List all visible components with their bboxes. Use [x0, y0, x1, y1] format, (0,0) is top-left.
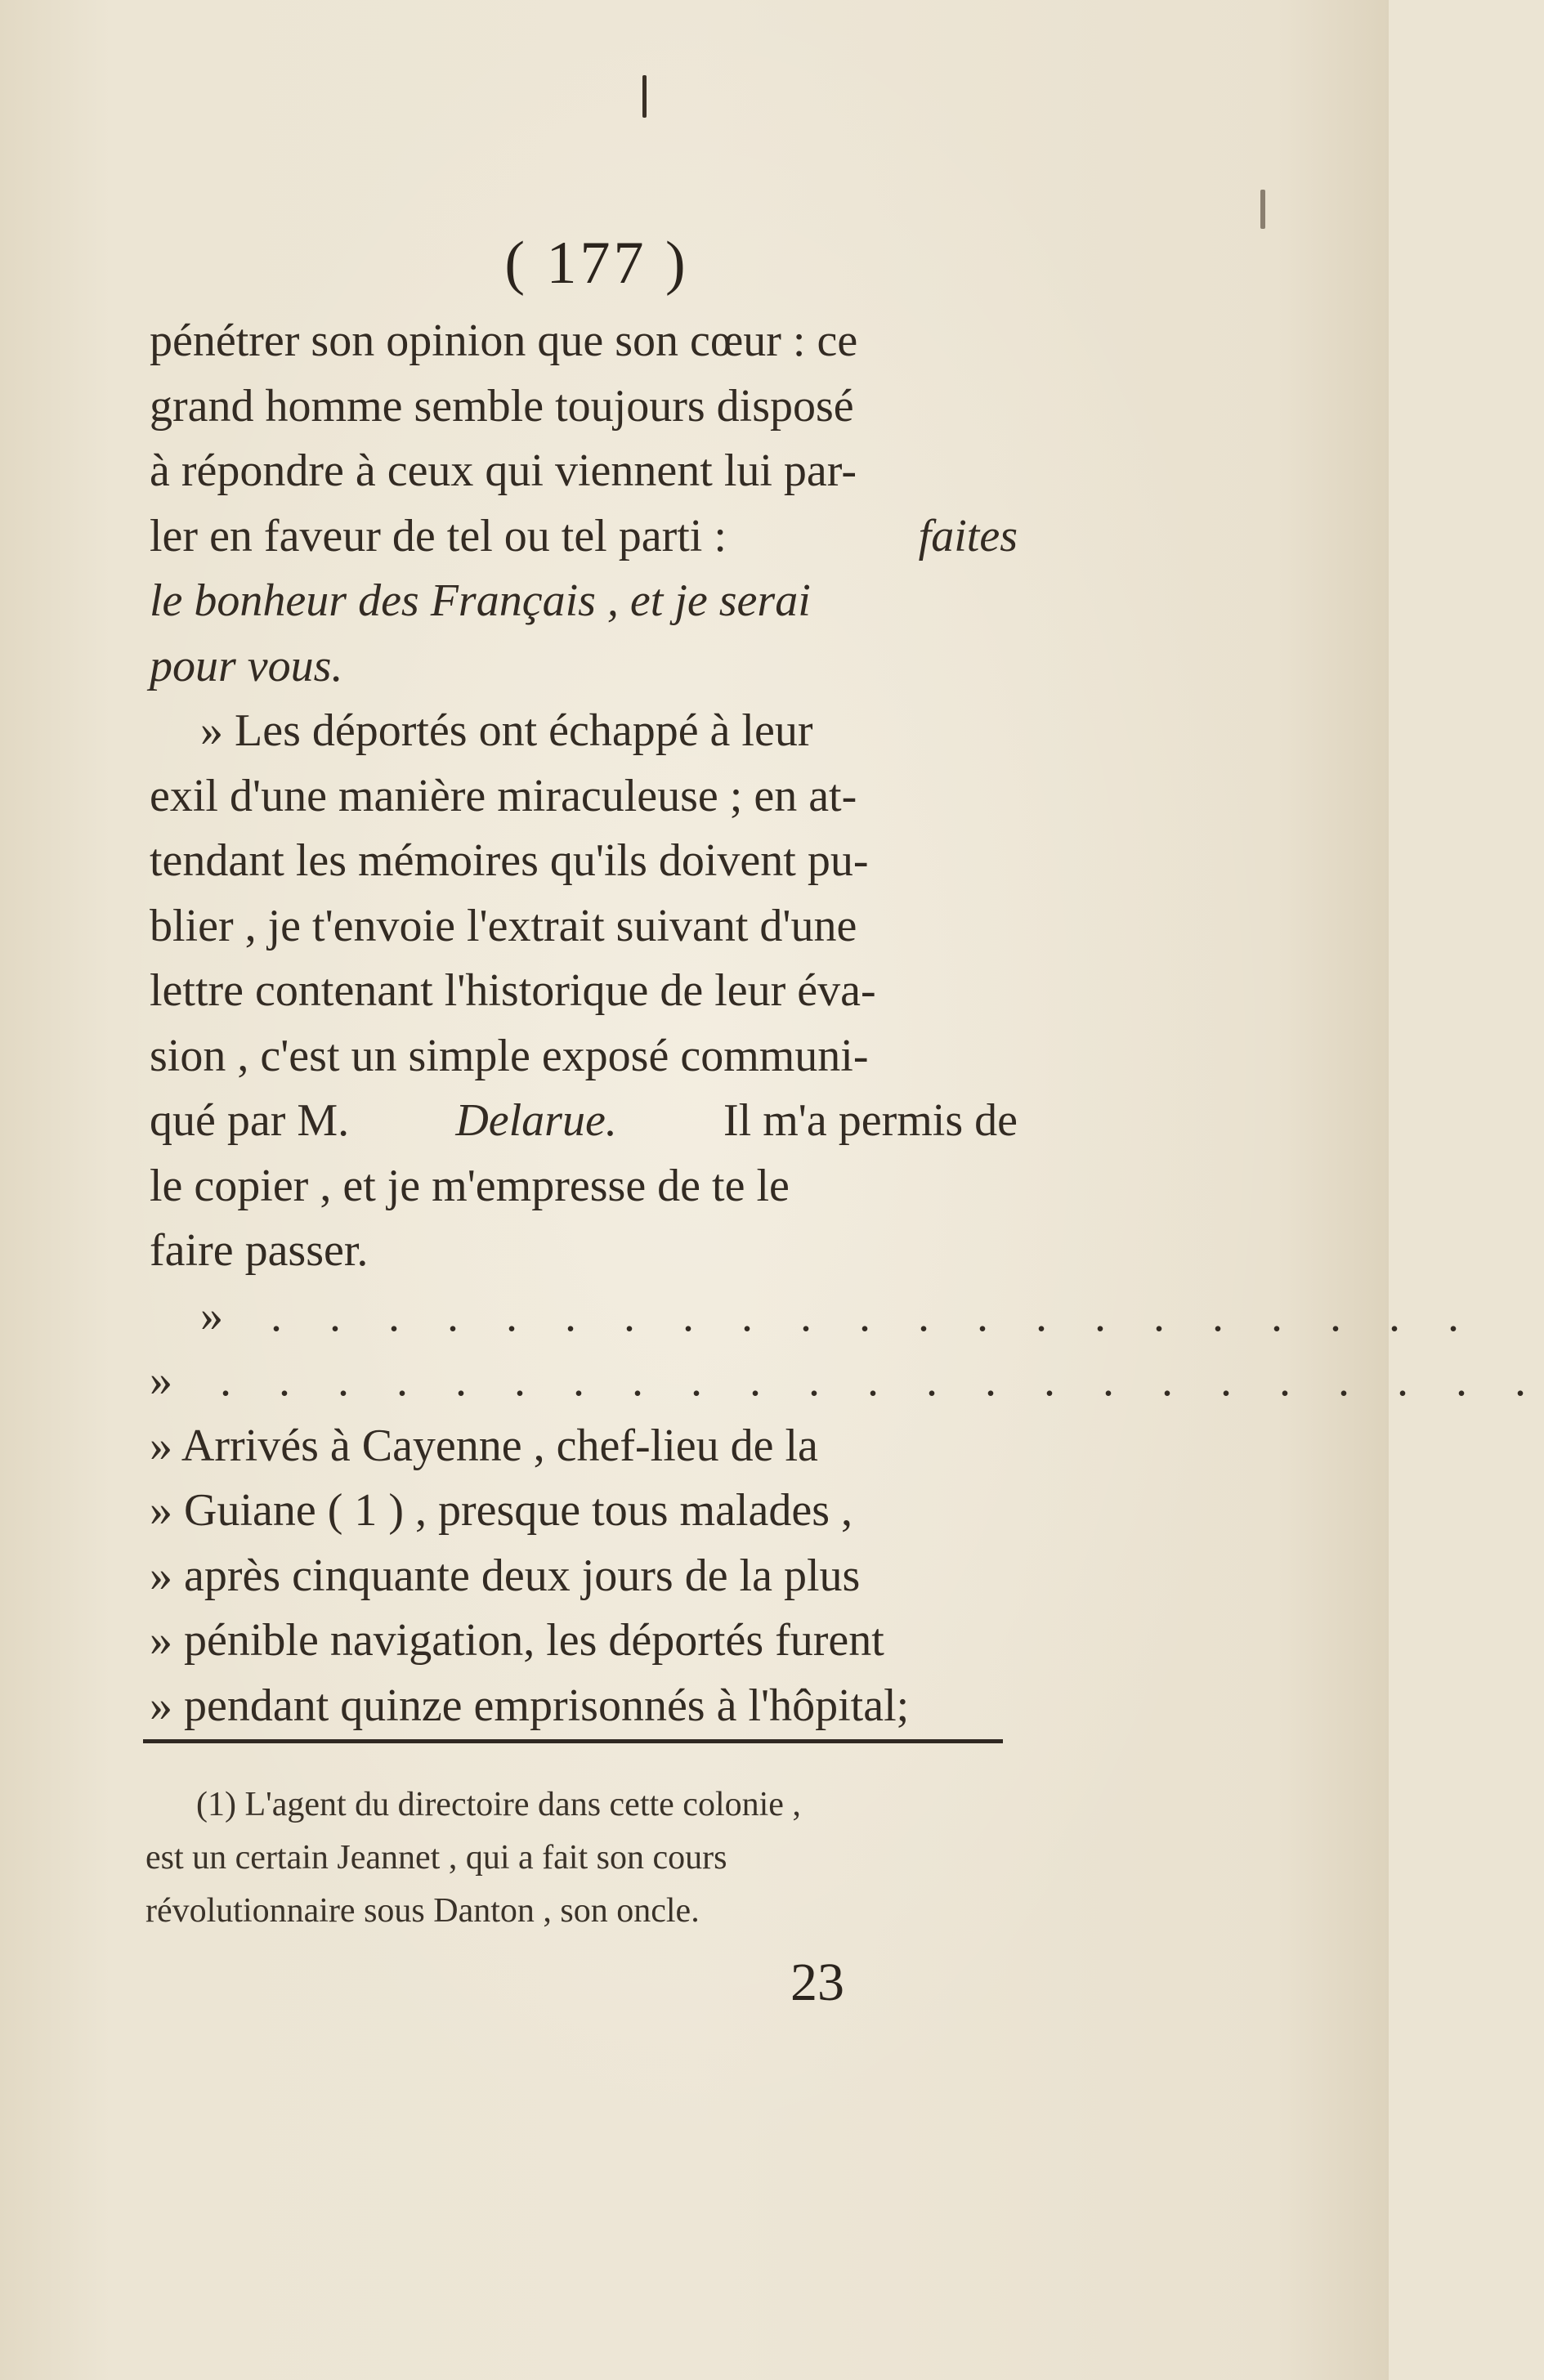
text-line: » après cinquante deux jours de la plus: [150, 1550, 861, 1601]
italic-text: faites: [918, 510, 1018, 561]
ink-mark-right: [1260, 190, 1265, 229]
text-line-italic: pour vous.: [150, 640, 343, 691]
text-line: sion , c'est un simple exposé communi-: [150, 1030, 869, 1081]
text-line: lettre contenant l'historique de leur éva-: [150, 965, 876, 1016]
footnote-line: révolutionnaire sous Danton , son oncle.: [145, 1892, 700, 1930]
text-line: tendant les mémoires qu'ils doivent pu-: [150, 835, 869, 886]
text-line: ler en faveur de tel ou tel parti : faites: [150, 504, 1018, 570]
text-line: blier , je t'envoie l'extrait suivant d'une: [150, 900, 857, 951]
text-line: faire passer.: [150, 1225, 369, 1276]
text-line-italic: le bonheur des Français , et je serai: [150, 575, 811, 626]
footnote-line: (1) L'agent du directoire dans cette colonie ,: [196, 1786, 801, 1823]
ellipsis-line: » . . . . . . . . . . . . . . . . . . . . . . .: [150, 1355, 1544, 1406]
text-line: » Les déportés ont échappé à leur: [200, 705, 813, 756]
text-line: le copier , et je m'empresse de te le: [150, 1160, 790, 1211]
body-text: [150, 309, 1544, 1738]
text-line: qué par M. Delarue. Il m'a permis de: [150, 1089, 1018, 1154]
text-line: » pendant quinze emprisonnés à l'hôpital;: [150, 1680, 910, 1731]
signature-mark: 23: [790, 1953, 844, 2012]
text-line: » Guiane ( 1 ) , presque tous malades ,: [150, 1485, 853, 1536]
text-line: » Arrivés à Cayenne , chef-lieu de la: [150, 1420, 818, 1471]
text-line: » pénible navigation, les déportés furent: [150, 1615, 884, 1666]
italic-name: Delarue.: [455, 1095, 617, 1146]
text-line: exil d'une manière miraculeuse ; en at-: [150, 770, 857, 821]
text-line: pénétrer son opinion que son cœur : ce: [150, 315, 858, 366]
footnote-rule: [143, 1739, 1003, 1743]
text-line: grand homme semble toujours disposé: [150, 380, 854, 432]
footnote: [145, 1778, 1012, 1938]
page-number: ( 177 ): [504, 230, 689, 297]
ellipsis-line: » . . . . . . . . . . . . . . . . . . . . .: [200, 1290, 1477, 1341]
footnote-line: est un certain Jeannet , qui a fait son cours: [145, 1839, 727, 1877]
ink-mark-top: [642, 75, 647, 118]
text-line: à répondre à ceux qui viennent lui par-: [150, 445, 857, 496]
